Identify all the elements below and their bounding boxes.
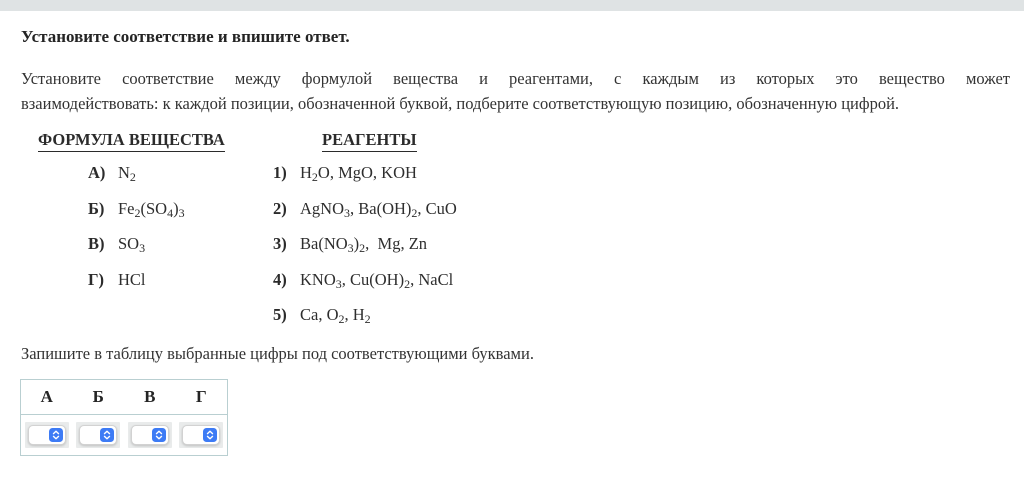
answer-table-header-row	[21, 380, 228, 415]
answer-select-a[interactable]	[28, 425, 66, 445]
page-top-bar	[0, 0, 1024, 11]
reagent-list: Ca, $O_2$, $H_2$	[300, 305, 371, 326]
substance-letter: А)	[88, 163, 106, 182]
reagent-number: 3)	[273, 234, 287, 253]
stepper-icon	[49, 428, 63, 442]
substance-formula: $Fe_2(SO_4)_3$	[118, 198, 185, 220]
stepper-icon	[203, 428, 217, 442]
answer-cell-b	[73, 415, 125, 456]
answer-column-header-b: Б	[73, 380, 125, 415]
reagents-column-header: РЕАГЕНТЫ	[322, 130, 417, 152]
answer-cell-v	[124, 415, 176, 456]
substance-formula: $SO_3$	[118, 234, 146, 255]
answer-cell-g	[176, 415, 228, 456]
reagent-list: $Ba(NO_3)_2$, Mg, Zn	[300, 234, 428, 255]
select-tray	[179, 422, 223, 448]
reagent-number: 4)	[273, 269, 287, 289]
select-tray	[128, 422, 172, 448]
stepper-icon	[100, 428, 114, 442]
reagent-list: $H_2O$, MgO, KOH	[300, 163, 417, 184]
substances-column-header: ФОРМУЛА ВЕЩЕСТВА	[38, 130, 225, 152]
reagent-number: 1)	[273, 163, 287, 182]
answer-column-header-a: А	[21, 380, 73, 415]
answer-table	[20, 379, 228, 456]
answer-select-b[interactable]	[79, 425, 117, 445]
matching-list	[0, 163, 1000, 341]
substance-formula: $N_2$	[118, 163, 136, 184]
answer-column-header-v: В	[124, 380, 176, 415]
select-tray	[76, 422, 120, 448]
substance-letter: Г)	[88, 269, 104, 289]
matching-row-5	[88, 305, 1000, 341]
task-instruction-line2: взаимодействовать: к каждой позиции, обозначенной буквой, подберите соответствующую позицию, обозначенную цифрой.	[21, 94, 900, 113]
select-tray	[25, 422, 69, 448]
matching-row-a	[88, 163, 1000, 199]
substance-letter: В)	[88, 234, 105, 253]
reagent-number: 2)	[273, 198, 287, 218]
answer-cell-a	[21, 415, 73, 456]
stepper-icon	[152, 428, 166, 442]
matching-row-g	[88, 270, 1000, 306]
answer-instruction: Запишите в таблицу выбранные цифры под соответствующими буквами.	[21, 344, 534, 363]
matching-row-v	[88, 234, 1000, 270]
substance-formula: HCl	[118, 269, 146, 289]
reagent-list: AgNO$_3$, $Ba(OH)_2$, CuO	[300, 198, 457, 220]
reagent-list: $KNO_3$, $Cu(OH)_2$, NaCl	[300, 269, 454, 291]
answer-select-v[interactable]	[131, 425, 169, 445]
task-title: Установите соответствие и впишите ответ.	[21, 27, 350, 46]
answer-table-select-row	[21, 415, 228, 456]
answer-select-g[interactable]	[182, 425, 220, 445]
substance-letter: Б)	[88, 198, 105, 218]
answer-column-header-g: Г	[176, 380, 228, 415]
matching-row-b	[88, 199, 1000, 235]
task-instruction-line1: Установите соответствие между формулой вещества и реагентами, с каждым из которых это вещество может	[21, 69, 1010, 88]
reagent-number: 5)	[273, 305, 287, 324]
